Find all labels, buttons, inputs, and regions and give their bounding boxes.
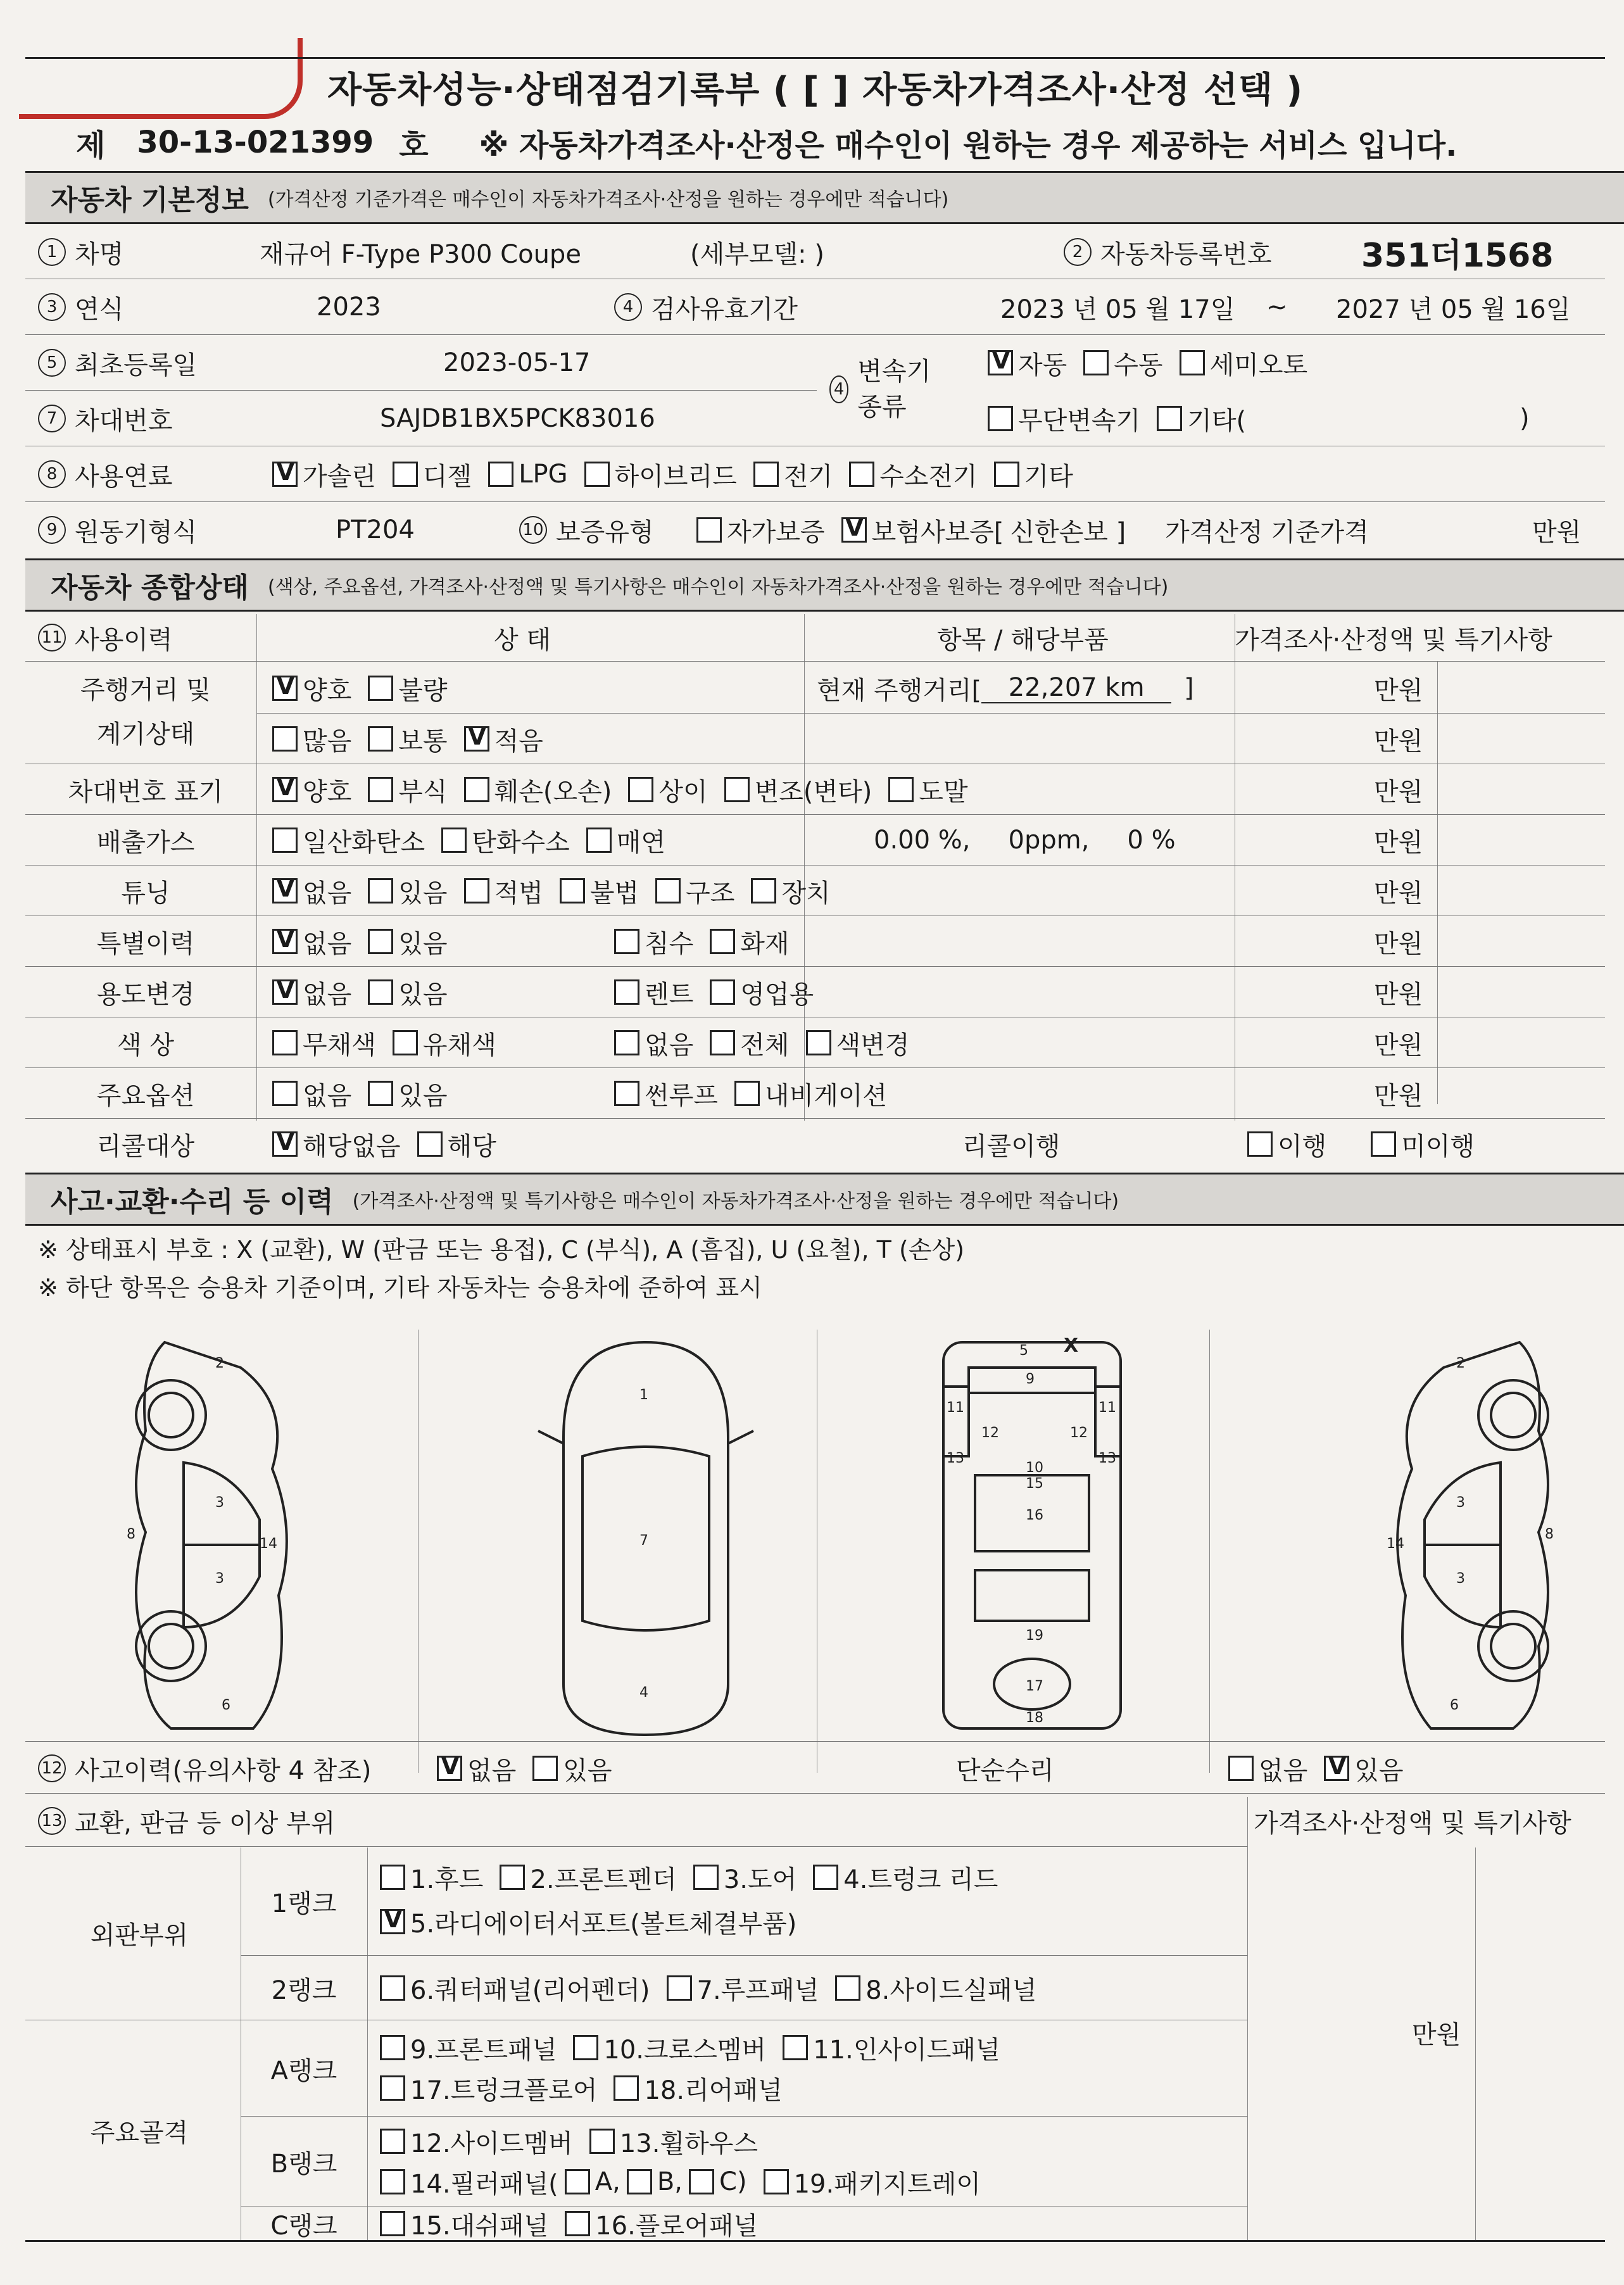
svg-text:12: 12 xyxy=(1070,1425,1088,1441)
svg-text:14: 14 xyxy=(1387,1536,1404,1552)
svg-text:15: 15 xyxy=(1026,1476,1043,1492)
inspect-to: 2027 년 05 월 16일 xyxy=(1336,294,1571,324)
inspect-tilde: ~ xyxy=(1266,293,1288,322)
mileage-row-label: 주행거리 및 계기상태 xyxy=(80,676,211,749)
doc-no-suffix: 호 xyxy=(399,127,429,163)
usage-header: 11 사용이력 xyxy=(38,614,173,661)
accident-header: 사고·교환·수리 등 이력 (가격조사·산정액 및 특기사항은 매수인이 자동차가격조사·산정을 원하는 경우에만 적습니다) xyxy=(25,1173,1624,1226)
rankC-label: C랭크 xyxy=(270,2211,337,2241)
year: 2023 xyxy=(317,293,381,322)
mark-2: 2 xyxy=(215,1356,224,1371)
svg-text:11: 11 xyxy=(1098,1400,1116,1416)
emission-values: 0.00 %, 0ppm, 0 % xyxy=(874,826,1176,855)
svg-text:3: 3 xyxy=(1456,1495,1465,1511)
car-top-diagram xyxy=(526,1330,766,1741)
color-label: 색 상 xyxy=(117,1030,174,1060)
year-label: 3 연식 xyxy=(38,282,123,332)
inspect-from: 2023 년 05 월 17일 xyxy=(1000,294,1235,324)
rankA-row2: 17.트렁크플로어 18.리어패널 xyxy=(380,2068,799,2108)
accident-history-label: 12 사고이력(유의사항 4 참조) xyxy=(38,1744,372,1792)
price-header: 가격조사·산정액 및 특기사항 xyxy=(1235,625,1552,655)
price-base-unit: 만원 xyxy=(1532,517,1582,547)
first-reg-label: 5 최초등록일 xyxy=(38,337,197,388)
status-header: 자동차 종합상태 (색상, 주요옵션, 가격조사·산정액 및 특기사항은 매수인이 자동차가격조사·산정을 원하는 경우에만 적습니다) xyxy=(25,558,1624,612)
car-name-label: 1 차명 xyxy=(38,227,123,277)
basic-info-header: 자동차 기본정보 (가격산정 기준가격은 매수인이 자동차가격조사·산정을 원하는 경우에만 적습니다) xyxy=(25,171,1624,224)
rank1-row1: 1.후드 2.프론트펜더 3.도어 4.트렁크 리드 xyxy=(380,1855,1014,1899)
trans-auto[interactable]: V 자동 xyxy=(988,345,1067,381)
warranty-insurer: 신한손보 ] xyxy=(1010,517,1126,547)
svg-text:13: 13 xyxy=(1098,1451,1116,1466)
fuel-label: 8 사용연료 xyxy=(38,449,173,500)
mark-14: 14 xyxy=(260,1536,277,1552)
svg-text:3: 3 xyxy=(1456,1571,1465,1587)
car-side-right-diagram xyxy=(1317,1330,1596,1741)
rankA-label: A랭크 xyxy=(270,2056,337,2086)
parts-label: 13 교환, 판금 등 이상 부위 xyxy=(38,1797,335,1845)
doc-number: 30-13-021399 xyxy=(137,125,374,160)
warranty-insurance[interactable]: V 보험사보증[ xyxy=(841,512,1004,548)
mark-3a: 3 xyxy=(215,1495,224,1511)
rankB-row2: 14.필러패널( A, B, C) 19.패키지트레이 xyxy=(380,2162,997,2202)
rankC-row: 15.대쉬패널 16.플로어패널 xyxy=(380,2207,774,2240)
car-side-left-diagram xyxy=(89,1330,367,1741)
simple-repair-opts: 없음 V 있음 xyxy=(1228,1744,1420,1792)
car-name: 재규어 F-Type P300 Coupe xyxy=(260,239,581,269)
emission-label: 배출가스 xyxy=(96,828,195,857)
mark-6: 6 xyxy=(222,1697,230,1713)
mark-3b: 3 xyxy=(215,1571,224,1587)
svg-text:19: 19 xyxy=(1026,1628,1043,1644)
accident-history-opts: V 없음 있음 xyxy=(437,1744,629,1792)
rank1-row2: V 5.라디에이터서포트(볼트체결부품) xyxy=(380,1899,813,1944)
trans-options-2 xyxy=(988,393,1262,444)
parts-price-header: 가격조사·산정액 및 특기사항 xyxy=(1254,1808,1571,1838)
rankB-label: B랭크 xyxy=(270,2149,337,2179)
service-notice: ※ 자동차가격조사·산정은 매수인이 원하는 경우 제공하는 서비스 입니다. xyxy=(479,127,1457,163)
mileage-bad[interactable]: 불량 xyxy=(368,670,447,707)
mileage-item: 현재 주행거리[ 22,207 km ] xyxy=(817,673,1194,705)
price-base-label: 가격산정 기준가격 xyxy=(1165,517,1369,547)
svg-text:11: 11 xyxy=(947,1400,964,1416)
fuel-hybrid[interactable]: 하이브리드 xyxy=(584,456,737,493)
svg-text:8: 8 xyxy=(1545,1526,1554,1542)
warranty-options xyxy=(696,505,1126,555)
svg-text:4: 4 xyxy=(639,1685,648,1701)
outer-panel-label: 외판부위 xyxy=(90,1920,189,1950)
form-title: 자동차성능·상태점검기록부 ( [ ] 자동차가격조사·산정 선택 ) xyxy=(25,57,1605,116)
mileage-value: 22,207 km xyxy=(981,673,1171,703)
vin-mark-state: V 양호 부식 훼손(오손) 상이 변조(변타) 도말 xyxy=(272,766,985,813)
doc-number-row xyxy=(25,114,1605,171)
parts-price-unit: 만원 xyxy=(1412,2020,1461,2049)
reg-no-label: 2 자동차등록번호 xyxy=(1064,227,1271,277)
vin: SAJDB1BX5PCK83016 xyxy=(380,404,655,433)
gauge-state: 많음 보통 V 적음 xyxy=(272,715,560,762)
sub-model: (세부모델: ) xyxy=(690,239,824,269)
recall-label: 리콜대상 xyxy=(96,1131,195,1161)
fuel-lpg[interactable]: LPG xyxy=(488,460,567,489)
recall-done-label: 리콜이행 xyxy=(962,1131,1061,1161)
svg-text:13: 13 xyxy=(947,1451,964,1466)
svg-text:9: 9 xyxy=(1026,1371,1035,1387)
mark-8: 8 xyxy=(127,1526,135,1542)
car-frame-diagram xyxy=(924,1330,1140,1741)
rank2-row: 6.쿼터패널(리어펜더) 7.루프패널 8.사이드실패널 xyxy=(380,1966,1053,2010)
simple-repair-label: 단순수리 xyxy=(956,1756,1054,1785)
fuel-hydrogen[interactable]: 수소전기 xyxy=(849,456,978,493)
trans-close: ) xyxy=(1520,404,1530,433)
trans-label: 4 변속기 종류 xyxy=(829,342,943,437)
mark-x: X xyxy=(1064,1335,1079,1357)
engine-label: 9 원동기형식 xyxy=(38,505,197,555)
item-header: 항목 / 해당부품 xyxy=(937,625,1109,655)
svg-text:17: 17 xyxy=(1026,1678,1043,1694)
vin-label: 7 차대번호 xyxy=(38,393,173,444)
fuel-other[interactable]: 기타 xyxy=(994,456,1073,493)
trans-manual[interactable]: 수동 xyxy=(1083,345,1162,381)
fuel-electric[interactable]: 전기 xyxy=(753,456,833,493)
inspection-form: 자동차성능·상태점검기록부 ( [ ] 자동차가격조사·산정 선택 ) 제 30-13-021399 호 ※ 자동차가격조사·산정은 매수인이 원하는 경우 제공하는 서비스 입니다. 자동차 기본정보 (가격산정 기준가격은 매수인이 자동차가격조사·산정을 원하는 경우에만 적습니다) 1 차명 재규어 F-Type P300 Coupe (세부모델: ) 2 자동차등록번호 351더1568 3 연식 2023 4 검사유효기간 2023 년 05 월 17일 ~ 2027 년 05 월 16일 5 최초등록일 2023-05-17 4 변속기 종류 V 자동 수동 세미오토 7 차대번호 SAJDB1BX5PCK83016 무단변속기 기타( ) 8 사용연료 V 가솔린 디젤 LPG 하이브리드 전기 수소전기 기타 9 원동기형식 PT204 10 보증유형 자가보증 V 보험사보증[ 신한손보 ] 가격산정 기준가격 만원 자동차 종합상태 (색상, 주요옵션, 가격조사·산정액 및 특기사항은 매수인이 자동차가격조사·산정을 원하는 경우에만 적습니다) 11 사용이력 상 태 항목 / 해당부품 가격조사·산정액 및 특기사항 주행거리 및 계기상태 V 양호 불량 현재 주행거리[ 22,207 km ] 만원 많음 보통 V 적음 만원 차대번호 표기 V 양호 부식 훼손(오손) 상이 변조(변타) 도말 만원 배출가스 일산화탄소 탄화수소 매연 0.00 %, 0ppm, 0 % 만원 튜닝 V 없음 있음 적법 불법 구조 장치 만원 특별이력 V 없음 있음 침수 화재 만원 용도변경 V 없음 있음 렌트 영업용 만원 색 상 무채색 유채색 없음 전체 색변경 만원 주요옵션 없음 있음 썬루프 내비게이션 만원 리콜대상 V 해당없음 해당 리콜이행 이행 미이행 사고·교환·수리 등 이력 (가격조사·산정액 및 특기사항은 매수인이 자동차가격조사·산정을 원하는 경우에만 적습니다) ※ 상태표시 부호 : X (교환), W (판금 또는 용접), C (부식), A (흠집), U (요철), T (손상) ※ 하단 항목은 승용차 기준이며, 기타 자동차는 승용차에 준하여 표시 2 3 3 8 14 6 1 7 4 5 9 10 15 16 19 17 18 11 11 12 12 13 13 X 2 3 3 8 14 6 12 사고이력(유의사항 4 참조) V 없음 있음 단순수리 없음 V 있음 13 교환, 판금 등 이상 부위 가격조사·산정액 및 특기사항 외판부위 1랭크 1.후드 2.프론트펜더 3.도어 4.트렁크 리드 V 5.라디에이터서포트(볼트체결부품) 2랭크 6.쿼터패널(리어펜더) 7.루프패널 8.사이드실패널 주요골격 A랭크 9.프론트패널 10.크로스멤버 11.인사이드패널 17.트렁크플로어 18.리어패널 B랭크 12.사이드멤버 13.휠하우스 14.필러패널( A, B, C) 19.패키지트레이 C랭크 15.대쉬패널 16.플로어패널 만원 xyxy=(25,38,1605,2241)
rankB-row1: 12.사이드멤버 13.휠하우스 xyxy=(380,2121,774,2162)
special-history-label: 특별이력 xyxy=(96,929,195,959)
rank2-label: 2랭크 xyxy=(271,1975,337,2005)
svg-text:6: 6 xyxy=(1450,1697,1459,1713)
warranty-label: 10 보증유형 xyxy=(519,505,654,555)
usage-change-label: 용도변경 xyxy=(96,979,195,1009)
trans-other[interactable]: 기타( xyxy=(1157,401,1246,437)
svg-text:10: 10 xyxy=(1026,1460,1043,1476)
legend-symbols: ※ 상태표시 부호 : X (교환), W (판금 또는 용접), C (부식), A (흠집), U (요철), T (손상) xyxy=(38,1235,965,1264)
tuning-state: V 없음 있음 적법 불법 구조 장치 xyxy=(272,867,847,914)
svg-text:2: 2 xyxy=(1456,1356,1465,1371)
trans-semi[interactable]: 세미오토 xyxy=(1180,345,1308,381)
reg-no: 351더1568 xyxy=(1361,236,1554,275)
doc-no-prefix: 제 xyxy=(76,127,106,163)
tuning-label: 튜닝 xyxy=(121,878,170,908)
options-label: 주요옵션 xyxy=(96,1081,195,1111)
first-reg: 2023-05-17 xyxy=(443,348,591,377)
vin-mark-label: 차대번호 표기 xyxy=(68,777,223,807)
mileage-good[interactable]: V 양호 xyxy=(272,670,351,707)
svg-text:18: 18 xyxy=(1026,1710,1043,1726)
trans-options-1 xyxy=(988,337,1324,388)
warranty-self[interactable]: 자가보증 xyxy=(696,512,825,548)
legend-note: ※ 하단 항목은 승용차 기준이며, 기타 자동차는 승용차에 준하여 표시 xyxy=(38,1273,762,1302)
inspect-label: 4 검사유효기간 xyxy=(614,282,798,332)
emission-state: 일산화탄소 탄화수소 매연 xyxy=(272,817,682,864)
frame-label: 주요골격 xyxy=(90,2118,189,2148)
svg-text:5: 5 xyxy=(1019,1343,1028,1359)
svg-text:7: 7 xyxy=(639,1533,648,1549)
rank1-label: 1랭크 xyxy=(271,1889,337,1918)
mileage-state xyxy=(272,665,464,712)
state-header: 상 태 xyxy=(494,625,551,655)
trans-cvt[interactable]: 무단변속기 xyxy=(988,401,1140,437)
svg-text:16: 16 xyxy=(1026,1508,1043,1523)
fuel-options xyxy=(272,449,1090,500)
engine: PT204 xyxy=(336,515,415,544)
fuel-diesel[interactable]: 디젤 xyxy=(393,456,472,493)
svg-text:1: 1 xyxy=(639,1387,648,1403)
svg-text:12: 12 xyxy=(981,1425,999,1441)
fuel-gasoline[interactable]: V 가솔린 xyxy=(272,456,376,493)
rankA-row1: 9.프론트패널 10.크로스멤버 11.인사이드패널 xyxy=(380,2027,1017,2068)
